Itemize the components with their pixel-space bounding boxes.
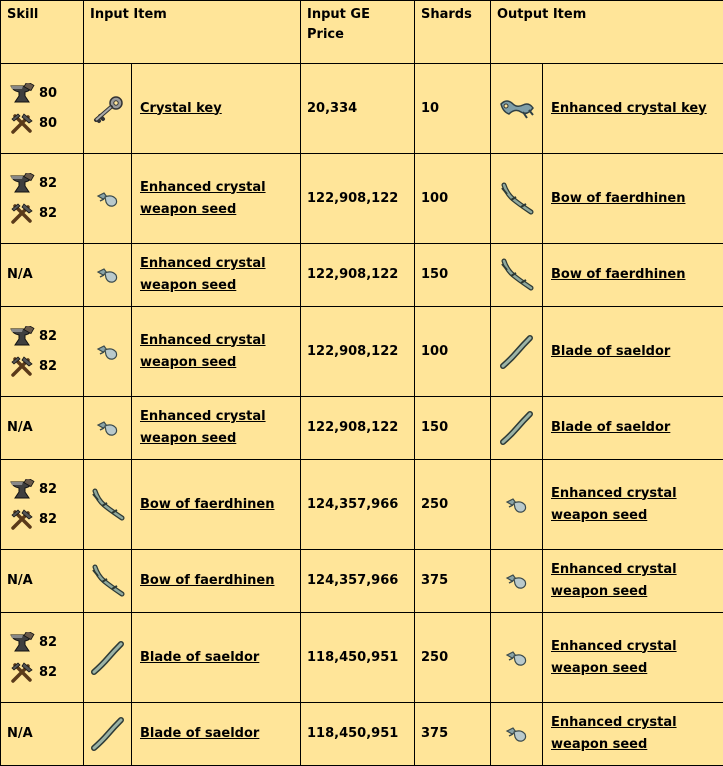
output-item-link[interactable]: Enhanced crystal weapon seed [551, 715, 677, 752]
shards-count: 100 [415, 307, 491, 397]
smithing-requirement [5, 84, 77, 104]
output-item-icon-cell [491, 460, 543, 550]
crossed-tools-icon [9, 113, 35, 135]
output-item-cell [543, 397, 723, 460]
crafting-requirement [5, 114, 77, 134]
smithing-level: 82 [39, 479, 57, 501]
input-item-link[interactable]: Enhanced crystal weapon seed [140, 333, 266, 370]
header-skill: Skill [1, 1, 84, 64]
table-row [1, 550, 723, 613]
crystal-seed-icon [491, 725, 542, 743]
skill-cell [1, 154, 84, 244]
output-item-link[interactable]: Enhanced crystal weapon seed [551, 639, 677, 676]
output-item-cell [543, 244, 723, 307]
table-row [1, 703, 723, 766]
smithing-requirement [5, 480, 77, 500]
crafting-level: 82 [39, 509, 57, 531]
input-ge-price: 122,908,122 [301, 307, 415, 397]
header-input-ge-price: Input GE Price [301, 1, 415, 64]
shards-count: 150 [415, 397, 491, 460]
crafting-requirement [5, 204, 77, 224]
table-row [1, 244, 723, 307]
output-item-icon-cell [491, 550, 543, 613]
input-item-link[interactable]: Blade of saeldor [140, 650, 259, 665]
crystal-key-icon [84, 94, 131, 124]
input-ge-price: 122,908,122 [301, 397, 415, 460]
input-item-link[interactable]: Enhanced crystal weapon seed [140, 256, 266, 293]
output-item-cell [543, 703, 723, 766]
output-item-icon-cell [491, 397, 543, 460]
table-row [1, 64, 723, 154]
smithing-level: 80 [39, 83, 57, 105]
output-item-icon-cell [491, 154, 543, 244]
skill-cell: N/A [1, 244, 84, 307]
output-item-link[interactable]: Enhanced crystal weapon seed [551, 562, 677, 599]
input-ge-price: 118,450,951 [301, 613, 415, 703]
input-ge-price: 124,357,966 [301, 550, 415, 613]
output-item-link[interactable]: Blade of saeldor [551, 420, 670, 435]
input-ge-price: 122,908,122 [301, 154, 415, 244]
table-row [1, 613, 723, 703]
crafting-level: 82 [39, 662, 57, 684]
crystal-seed-icon [84, 266, 131, 284]
output-item-icon-cell [491, 307, 543, 397]
crafting-level: 80 [39, 113, 57, 135]
crafting-level: 82 [39, 203, 57, 225]
enhanced-crystal-key-icon [491, 96, 542, 122]
input-ge-price: 20,334 [301, 64, 415, 154]
output-item-cell [543, 307, 723, 397]
smithing-requirement [5, 327, 77, 347]
input-item-link[interactable]: Enhanced crystal weapon seed [140, 180, 266, 217]
blade-icon [84, 641, 131, 675]
bow-icon [491, 182, 542, 216]
output-item-cell [543, 64, 723, 154]
crossed-tools-icon [9, 509, 35, 531]
input-item-link[interactable]: Blade of saeldor [140, 726, 259, 741]
input-item-cell [132, 703, 301, 766]
input-item-icon-cell [84, 460, 132, 550]
input-item-icon-cell [84, 550, 132, 613]
input-item-cell [132, 154, 301, 244]
input-item-cell [132, 550, 301, 613]
crossed-tools-icon [9, 203, 35, 225]
smithing-level: 82 [39, 173, 57, 195]
anvil-icon [9, 479, 35, 501]
skill-cell [1, 64, 84, 154]
input-item-icon-cell [84, 244, 132, 307]
skill-cell: N/A [1, 397, 84, 460]
anvil-icon [9, 632, 35, 654]
input-item-cell [132, 244, 301, 307]
crossed-tools-icon [9, 356, 35, 378]
header-input-item: Input Item [84, 1, 301, 64]
input-ge-price: 124,357,966 [301, 460, 415, 550]
header-row [1, 1, 723, 64]
smithing-requirement [5, 633, 77, 653]
shards-count: 150 [415, 244, 491, 307]
anvil-icon [9, 326, 35, 348]
input-ge-price: 122,908,122 [301, 244, 415, 307]
table-row [1, 154, 723, 244]
table-row [1, 307, 723, 397]
smithing-requirement [5, 174, 77, 194]
output-item-icon-cell [491, 703, 543, 766]
crafting-requirement [5, 510, 77, 530]
blade-icon [491, 335, 542, 369]
skill-cell: N/A [1, 550, 84, 613]
crossed-tools-icon [9, 662, 35, 684]
input-item-icon-cell [84, 154, 132, 244]
output-item-cell [543, 460, 723, 550]
crystal-seed-icon [84, 343, 131, 361]
skill-cell [1, 613, 84, 703]
blade-icon [491, 411, 542, 445]
input-item-icon-cell [84, 64, 132, 154]
crafting-requirement [5, 357, 77, 377]
blade-icon [84, 717, 131, 751]
anvil-icon [9, 173, 35, 195]
crystal-seed-icon [491, 649, 542, 667]
output-item-link[interactable]: Enhanced crystal key [551, 101, 707, 116]
input-item-cell [132, 307, 301, 397]
input-item-icon-cell [84, 613, 132, 703]
header-output-item: Output Item [491, 1, 723, 64]
crystal-seed-icon [84, 190, 131, 208]
table-row [1, 460, 723, 550]
input-item-link[interactable]: Bow of faerdhinen [140, 573, 275, 588]
bow-icon [84, 564, 131, 598]
input-item-cell [132, 64, 301, 154]
crafting-level: 82 [39, 356, 57, 378]
shards-count: 10 [415, 64, 491, 154]
bow-icon [84, 488, 131, 522]
crystal-seed-icon [491, 496, 542, 514]
anvil-icon [9, 83, 35, 105]
shards-count: 375 [415, 550, 491, 613]
output-item-link[interactable]: Bow of faerdhinen [551, 267, 686, 282]
table-row [1, 397, 723, 460]
input-item-link[interactable]: Crystal key [140, 101, 222, 116]
input-item-cell [132, 397, 301, 460]
shards-count: 375 [415, 703, 491, 766]
crafting-requirement [5, 663, 77, 683]
output-item-icon-cell [491, 64, 543, 154]
output-item-cell [543, 154, 723, 244]
input-ge-price: 118,450,951 [301, 703, 415, 766]
output-item-icon-cell [491, 613, 543, 703]
output-item-link[interactable]: Enhanced crystal weapon seed [551, 486, 677, 523]
input-item-icon-cell [84, 703, 132, 766]
bow-icon [491, 258, 542, 292]
shards-count: 250 [415, 460, 491, 550]
crystal-seed-icon [491, 572, 542, 590]
input-item-link[interactable]: Bow of faerdhinen [140, 497, 275, 512]
output-item-link[interactable]: Blade of saeldor [551, 344, 670, 359]
input-item-icon-cell [84, 397, 132, 460]
input-item-icon-cell [84, 307, 132, 397]
shards-count: 250 [415, 613, 491, 703]
output-item-cell [543, 613, 723, 703]
crystal-seed-icon [84, 419, 131, 437]
output-item-link[interactable]: Bow of faerdhinen [551, 191, 686, 206]
header-shards: Shards [415, 1, 491, 64]
skill-cell [1, 307, 84, 397]
smithing-level: 82 [39, 326, 57, 348]
output-item-icon-cell [491, 244, 543, 307]
smithing-level: 82 [39, 632, 57, 654]
shards-count: 100 [415, 154, 491, 244]
skill-cell: N/A [1, 703, 84, 766]
input-item-cell [132, 460, 301, 550]
input-item-cell [132, 613, 301, 703]
output-item-cell [543, 550, 723, 613]
input-item-link[interactable]: Enhanced crystal weapon seed [140, 409, 266, 446]
skill-cell [1, 460, 84, 550]
